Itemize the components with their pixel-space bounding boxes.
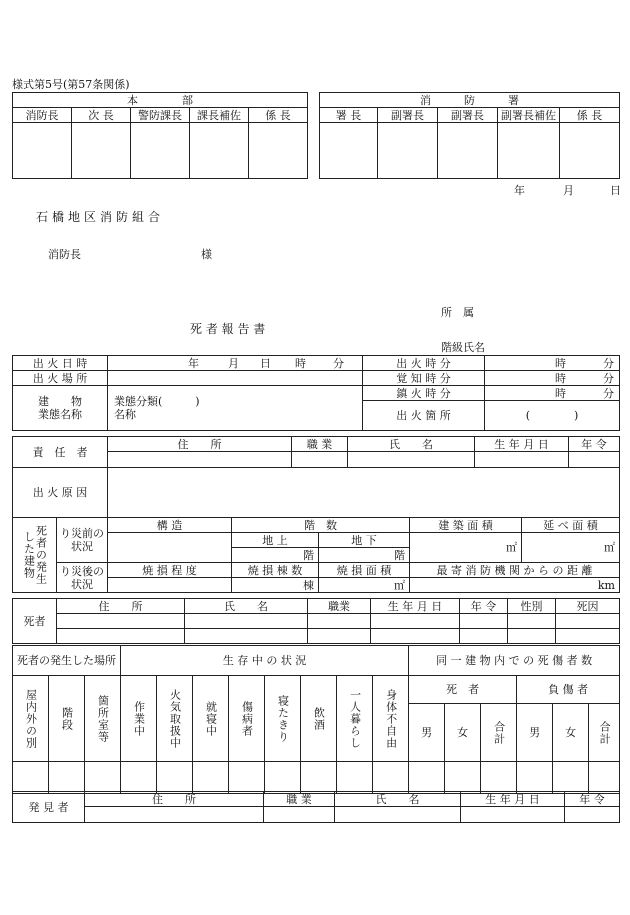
living-col-4: 寝たきり [276, 694, 290, 743]
col-header: 生 年 月 日 [461, 792, 565, 807]
place-col-0: 屋内外の別 [24, 688, 38, 749]
damage-degree-field[interactable] [108, 578, 232, 593]
build-area-field[interactable]: ㎡ [410, 533, 522, 563]
extinguish-time-field[interactable] [485, 386, 620, 401]
col-header: 氏 名 [335, 792, 461, 807]
col-header [589, 704, 620, 762]
input-field[interactable] [229, 762, 265, 794]
col-header: 最 寄 消 防 機 関 か ら の 距 離 [410, 563, 620, 578]
discoverer-table [12, 791, 620, 823]
col-header: 生 年 月 日 [475, 437, 569, 452]
below-label: 地 下 [319, 533, 410, 548]
form-id: 様式第5号(第57条関係) [12, 78, 130, 91]
living-col-5: 飲酒 [312, 706, 326, 731]
shobosho-title: 消 防 署 [320, 93, 620, 108]
input-field[interactable] [185, 614, 308, 629]
col-header [373, 676, 409, 762]
unit-minute: 分 [603, 387, 614, 400]
role-cell: 係 長 [560, 108, 620, 123]
building-label-2: 業態名称 [38, 408, 82, 421]
date-year: 年 [514, 184, 525, 197]
input-field[interactable] [308, 629, 371, 644]
col-header: 性別 [508, 599, 556, 614]
col-header: 建 築 面 積 [410, 518, 522, 533]
input-field[interactable] [264, 807, 335, 823]
page-title: 死 者 報 告 書 [190, 322, 266, 336]
col-header [157, 676, 193, 762]
role-cell: 副署長補佐 [498, 108, 560, 123]
col-header: 女 [445, 704, 481, 762]
input-field[interactable] [460, 629, 508, 644]
col-header: 男 [409, 704, 445, 762]
date-day: 日 [610, 184, 621, 197]
stamp-field[interactable] [320, 123, 378, 179]
affiliation-label: 所 属 [441, 306, 474, 319]
input-field[interactable] [475, 452, 569, 468]
responsible-table [12, 436, 620, 518]
unit-hour: 時 [555, 372, 566, 385]
input-field[interactable] [373, 762, 409, 794]
col-header: 住 所 [108, 437, 292, 452]
role-cell: 課長補佐 [190, 108, 249, 123]
structure-field[interactable] [108, 533, 232, 563]
stamp-field[interactable] [498, 123, 560, 179]
input-field[interactable] [121, 762, 157, 794]
cause-field[interactable] [108, 468, 620, 518]
outbreak-time-field[interactable] [485, 356, 620, 371]
building-label [13, 386, 108, 431]
fire-info-table [12, 355, 620, 431]
col-header: 年 令 [565, 792, 620, 807]
building-side-label [13, 518, 57, 593]
stamp-field[interactable] [560, 123, 620, 179]
rank-name-label: 階級氏名 [441, 341, 485, 354]
input-field[interactable] [517, 762, 553, 794]
occurrence-table [12, 645, 620, 794]
unit-month: 月 [228, 357, 239, 370]
input-field[interactable] [445, 762, 481, 794]
input-field[interactable] [481, 762, 517, 794]
col-header: 職 業 [264, 792, 335, 807]
before-label: り災前の状況 [57, 518, 108, 563]
unit-minute: 分 [603, 357, 614, 370]
below-floors-field[interactable]: 階 [319, 548, 410, 563]
outbreak-place-label: 出 火 場 所 [13, 371, 108, 386]
input-field[interactable] [565, 807, 620, 823]
unit-hour: 時 [295, 357, 306, 370]
unit-hour: 時 [555, 357, 566, 370]
input-field[interactable] [108, 452, 292, 468]
recipient-sama: 様 [201, 248, 212, 261]
outbreak-time-label: 出 火 時 分 [363, 356, 485, 371]
col-header [265, 676, 301, 762]
input-field[interactable] [337, 762, 373, 794]
fire-spot-label: 出 火 箇 所 [363, 401, 485, 431]
dead-total-header: 合計 [492, 720, 506, 745]
col-header: 焼 損 面 積 [319, 563, 410, 578]
col-header: 住 所 [85, 792, 264, 807]
casualty-label: 同 一 建 物 内 で の 死 傷 者 数 [409, 646, 620, 676]
after-label: り災後の状況 [57, 563, 108, 593]
input-field[interactable] [193, 762, 229, 794]
col-header [85, 676, 121, 762]
col-header: 焼 損 程 度 [108, 563, 232, 578]
input-field[interactable] [292, 452, 348, 468]
input-field[interactable] [589, 762, 620, 794]
date-month: 月 [563, 184, 574, 197]
living-col-1: 火気取扱中 [168, 688, 182, 749]
col-header: 延 べ 面 積 [522, 518, 620, 533]
input-field[interactable] [85, 762, 121, 794]
input-field[interactable] [49, 762, 85, 794]
input-field[interactable] [556, 629, 620, 644]
living-label: 生 存 中 の 状 況 [121, 646, 409, 676]
col-header: 死因 [556, 599, 620, 614]
distance-field[interactable]: km [410, 578, 620, 593]
col-header [193, 676, 229, 762]
col-header: 氏 名 [185, 599, 308, 614]
building-table [12, 517, 620, 593]
unit-year: 年 [188, 357, 199, 370]
role-cell: 副署長 [378, 108, 438, 123]
outbreak-datetime-label: 出 火 日 時 [13, 356, 108, 371]
stamp-field[interactable] [378, 123, 438, 179]
col-header: 氏 名 [348, 437, 475, 452]
place-col-1: 階段 [60, 706, 74, 731]
detect-time-label: 覚 知 時 分 [363, 371, 485, 386]
col-header [13, 676, 49, 762]
stamp-field[interactable] [438, 123, 498, 179]
org-name: 石橋地区消防組合 [36, 210, 165, 224]
input-field[interactable] [371, 614, 460, 629]
input-field[interactable] [85, 807, 264, 823]
input-field[interactable] [348, 452, 475, 468]
stamp-field[interactable] [131, 123, 190, 179]
input-field[interactable] [265, 762, 301, 794]
business-name: 名称 [114, 408, 136, 421]
recipient-title: 消防長 [48, 248, 81, 261]
input-field[interactable] [508, 614, 556, 629]
living-col-2: 就寝中 [204, 700, 218, 737]
stamp-field[interactable] [13, 123, 72, 179]
col-header: 住 所 [57, 599, 185, 614]
responsible-label: 責 任 者 [13, 437, 108, 468]
col-header: 階 数 [232, 518, 410, 533]
role-cell: 署 長 [320, 108, 378, 123]
approval-shobosho [319, 92, 620, 179]
col-header: 男 [517, 704, 553, 762]
unit-day: 日 [260, 357, 271, 370]
living-col-7: 身体不自由 [384, 688, 398, 749]
deceased-label: 死者 [13, 599, 57, 644]
business-class: 業態分類( ) [114, 395, 200, 408]
input-field[interactable] [556, 614, 620, 629]
input-field[interactable] [461, 807, 565, 823]
input-field[interactable] [185, 629, 308, 644]
col-header: 年 令 [460, 599, 508, 614]
col-header [481, 704, 517, 762]
col-header [337, 676, 373, 762]
discoverer-label: 発 見 者 [13, 792, 85, 823]
damage-area-field[interactable]: ㎡ [319, 578, 410, 593]
col-header: 職業 [308, 599, 371, 614]
col-header [49, 676, 85, 762]
input-field[interactable] [409, 762, 445, 794]
col-header [301, 676, 337, 762]
col-header: 生 年 月 日 [371, 599, 460, 614]
deceased-table [12, 598, 620, 644]
stamp-field[interactable] [190, 123, 249, 179]
above-label: 地 上 [232, 533, 319, 548]
input-field[interactable] [553, 762, 589, 794]
living-col-6: 一人暮らし [348, 688, 362, 749]
role-cell: 警防課長 [131, 108, 190, 123]
col-header: 女 [553, 704, 589, 762]
input-field[interactable] [301, 762, 337, 794]
approval-honbu [12, 92, 308, 179]
outbreak-place-field[interactable] [108, 371, 363, 386]
input-field[interactable] [57, 629, 185, 644]
building-label-1: 建 物 [38, 395, 82, 408]
role-cell: 消防長 [13, 108, 72, 123]
honbu-title: 本 部 [13, 93, 308, 108]
stamp-field[interactable] [249, 123, 308, 179]
input-field[interactable] [157, 762, 193, 794]
building-side-text: 死者の発生した建物 [22, 525, 48, 585]
place-label: 死者の発生した場所 [13, 646, 121, 676]
total-area-field[interactable]: ㎡ [522, 533, 620, 563]
role-cell: 次 長 [72, 108, 131, 123]
input-field[interactable] [335, 807, 461, 823]
col-header [229, 676, 265, 762]
col-header [121, 676, 157, 762]
building-field[interactable] [108, 386, 363, 431]
above-floors-field[interactable]: 階 [232, 548, 319, 563]
damage-count-field[interactable]: 棟 [232, 578, 319, 593]
extinguish-time-label: 鎮 火 時 分 [363, 386, 485, 401]
cause-label: 出 火 原 因 [13, 468, 108, 518]
dead-header: 死 者 [409, 676, 517, 704]
input-field[interactable] [13, 762, 49, 794]
place-col-2: 箇所室等 [96, 694, 110, 743]
unit-minute: 分 [603, 372, 614, 385]
col-header: 年 令 [569, 437, 620, 452]
living-col-3: 傷病者 [240, 700, 254, 737]
living-col-0: 作業中 [132, 700, 146, 737]
input-field[interactable] [371, 629, 460, 644]
input-field[interactable] [508, 629, 556, 644]
input-field[interactable] [569, 452, 620, 468]
stamp-field[interactable] [72, 123, 131, 179]
unit-minute: 分 [333, 357, 344, 370]
detect-time-field[interactable] [485, 371, 620, 386]
role-cell: 係 長 [249, 108, 308, 123]
role-cell: 副署長 [438, 108, 498, 123]
fire-spot-field[interactable]: ( ) [485, 401, 620, 431]
input-field[interactable] [57, 614, 185, 629]
col-header: 焼 損 棟 数 [232, 563, 319, 578]
injured-header: 負 傷 者 [517, 676, 620, 704]
input-field[interactable] [308, 614, 371, 629]
injured-total-header: 合計 [598, 720, 612, 745]
outbreak-datetime-field[interactable] [108, 356, 363, 371]
unit-hour: 時 [555, 387, 566, 400]
col-header: 構 造 [108, 518, 232, 533]
input-field[interactable] [460, 614, 508, 629]
col-header: 職 業 [292, 437, 348, 452]
